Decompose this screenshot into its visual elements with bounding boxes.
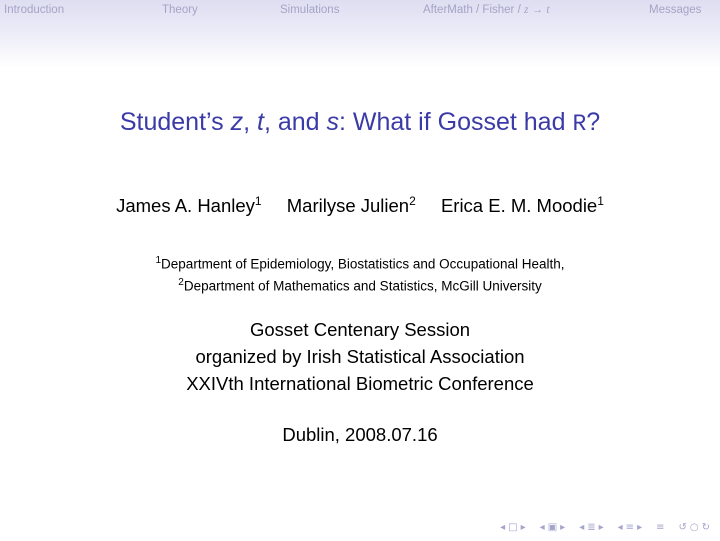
nav-aftermath-arrow: → — [528, 4, 547, 16]
search-fwd-icon[interactable]: ↻ — [701, 522, 710, 533]
title-r: R — [572, 111, 587, 137]
search-back-icon[interactable]: ↺ — [678, 522, 687, 533]
author-name: Marilyse Julien — [286, 195, 410, 217]
affiliation-1 — [0, 252, 720, 274]
frame-prev-icon[interactable]: ◂ — [500, 522, 506, 533]
nav-aftermath-z: z — [523, 4, 529, 16]
affil-text: Department of Epidemiology, Biostatistics and Occupational Health, — [161, 256, 565, 272]
author-julien — [287, 195, 416, 216]
beamer-navigation-controls — [500, 519, 710, 537]
doc-next-icon[interactable]: ▸ — [637, 522, 643, 533]
nav-introduction[interactable]: Introduction — [4, 4, 65, 16]
section-next-icon[interactable]: ▸ — [598, 522, 604, 533]
nav-aftermath-label: AfterMath / Fisher / — [423, 4, 524, 16]
doc-prev-icon[interactable]: ◂ — [617, 522, 623, 533]
title-comma-1: , — [243, 108, 257, 136]
author-name: Erica E. M. Moodie — [440, 195, 598, 217]
author-affil-mark: 2 — [409, 194, 416, 208]
author-moodie — [441, 195, 604, 216]
session-line-2: organized by Irish Statistical Association — [195, 346, 525, 367]
align-icon[interactable]: ≡ — [656, 522, 665, 533]
subsection-icon[interactable]: ▣ — [547, 522, 558, 533]
search-icon[interactable]: ○ — [689, 522, 699, 533]
title-s: s — [326, 108, 339, 136]
subsection-prev-icon[interactable]: ◂ — [539, 522, 545, 533]
title-prefix: Student’s — [119, 108, 231, 136]
affiliation-2 — [0, 274, 720, 296]
session-info — [0, 316, 720, 397]
session-line-3: XXIVth International Biometric Conference — [186, 373, 534, 394]
frame-next-icon[interactable]: ▸ — [520, 522, 526, 533]
affil-mark: 1 — [155, 255, 162, 266]
doc-icon[interactable]: ≡ — [625, 522, 635, 533]
frame-icon[interactable]: □ — [508, 522, 518, 533]
section-icon[interactable]: ≣ — [587, 522, 596, 533]
nav-messages[interactable]: Messages — [649, 4, 702, 16]
author-affil-mark: 1 — [597, 194, 604, 208]
title-question-mark: ? — [586, 108, 601, 136]
nav-theory[interactable]: Theory — [162, 4, 198, 16]
subsection-next-icon[interactable]: ▸ — [560, 522, 566, 533]
title-comma-2: , and — [263, 108, 327, 136]
author-affil-mark: 1 — [254, 194, 262, 208]
session-line-1: Gosset Centenary Session — [249, 319, 471, 340]
authors — [0, 194, 720, 217]
author-name: James A. Hanley — [116, 195, 255, 217]
title-z: z — [230, 108, 244, 136]
affil-text: Department of Mathematics and Statistics, McGill University — [183, 278, 542, 293]
nav-aftermath-t: t — [546, 4, 550, 16]
affil-mark: 2 — [178, 276, 184, 288]
navigation-bar — [0, 0, 720, 68]
title-t: t — [256, 108, 264, 136]
nav-simulations[interactable]: Simulations — [280, 4, 340, 16]
slide-title — [0, 108, 720, 137]
nav-aftermath[interactable] — [423, 4, 550, 16]
affiliations — [0, 252, 720, 295]
author-hanley — [116, 195, 262, 216]
presentation-date: Dublin, 2008.07.16 — [282, 424, 438, 445]
section-prev-icon[interactable]: ◂ — [579, 522, 585, 533]
title-suffix: : What if Gosset had — [339, 108, 573, 136]
